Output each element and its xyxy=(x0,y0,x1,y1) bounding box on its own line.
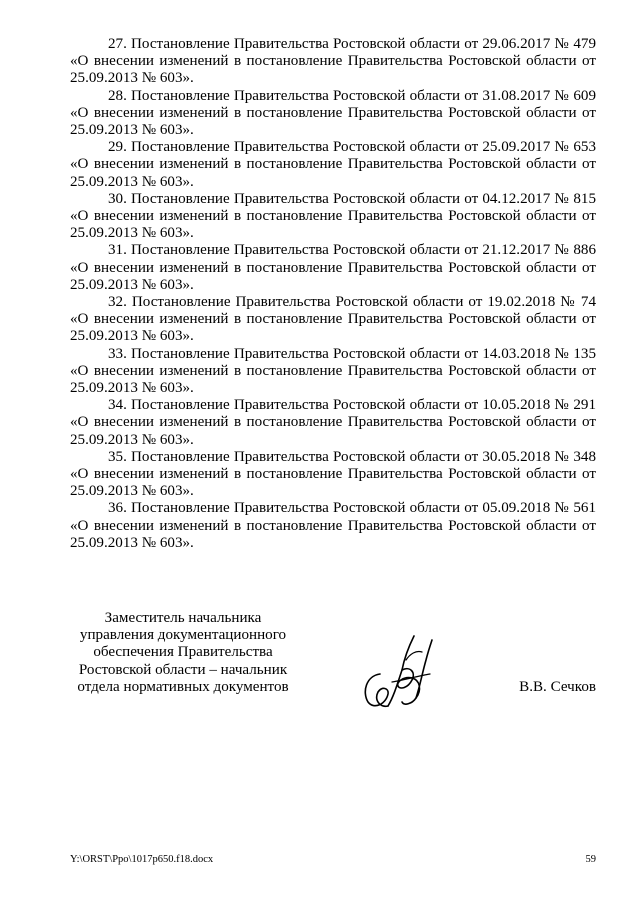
item-body: «О внесении изменений в постановление Правительства Ростовской области от 25.09.2013 № 603». xyxy=(70,517,596,551)
item-head: Постановление Правительства Ростовской области от 19.02.2018 № 74 xyxy=(131,294,596,311)
item-head: Постановление Правительства Ростовской области от 31.08.2017 № 609 xyxy=(131,87,596,104)
item-body: «О внесении изменений в постановление Правительства Ростовской области от 25.09.2013 № 603». xyxy=(70,362,596,397)
position-line: Ростовской области – начальник xyxy=(78,661,288,678)
page-number: 59 xyxy=(585,854,596,865)
list-item xyxy=(70,88,596,140)
item-body: «О внесении изменений в постановление Правительства Ростовской области от 25.09.2013 № 603». xyxy=(70,53,596,87)
position-line: управления документационного xyxy=(79,627,287,644)
list-item xyxy=(70,242,596,294)
handwritten-signature xyxy=(358,630,438,716)
item-number: 32. xyxy=(108,294,127,311)
item-head: Постановление Правительства Ростовской области от 04.12.2017 № 815 xyxy=(131,190,596,207)
item-number: 36. xyxy=(108,500,127,517)
item-body: «О внесении изменений в постановление Правительства Ростовской области от 25.09.2013 № 603». xyxy=(70,466,596,500)
item-number: 29. xyxy=(108,139,127,156)
item-number: 31. xyxy=(108,242,127,259)
item-head: Постановление Правительства Ростовской области от 10.05.2018 № 291 xyxy=(131,397,596,414)
list-item xyxy=(70,346,596,398)
item-number: 28. xyxy=(108,87,127,104)
item-head: Постановление Правительства Ростовской области от 14.03.2018 № 135 xyxy=(131,345,596,362)
footer-file-path: Y:\ORST\Ppo\1017p650.f18.docx xyxy=(70,854,214,865)
item-number: 27. xyxy=(108,36,127,52)
item-number: 35. xyxy=(108,448,127,465)
list-item xyxy=(70,139,596,191)
list-item xyxy=(70,36,596,88)
item-body: «О внесении изменений в постановление Правительства Ростовской области от 25.09.2013 № 603». xyxy=(70,104,596,139)
item-body: «О внесении изменений в постановление Правительства Ростовской области от 25.09.2013 № 603». xyxy=(70,156,596,190)
position-line: обеспечения Правительства xyxy=(93,644,273,661)
position-line: Заместитель начальника xyxy=(104,610,262,626)
list-item xyxy=(70,449,596,501)
item-number: 34. xyxy=(108,397,127,414)
item-head: Постановление Правительства Ростовской области от 29.06.2017 № 479 xyxy=(131,36,596,52)
item-head: Постановление Правительства Ростовской области от 25.09.2017 № 653 xyxy=(131,139,596,156)
regulation-list xyxy=(70,36,596,552)
list-item xyxy=(70,294,596,346)
item-body: «О внесении изменений в постановление Правительства Ростовской области от 25.09.2013 № 603». xyxy=(70,208,596,242)
list-item xyxy=(70,397,596,449)
signatory-position xyxy=(70,610,296,696)
item-body: «О внесении изменений в постановление Правительства Ростовской области от 25.09.2013 № 603». xyxy=(70,311,596,345)
item-number: 33. xyxy=(108,345,127,362)
item-head: Постановление Правительства Ростовской области от 21.12.2017 № 886 xyxy=(131,242,596,259)
signatory-name: В.В. Сечков xyxy=(519,679,596,695)
list-item xyxy=(70,191,596,243)
position-line: отдела нормативных документов xyxy=(77,678,289,695)
item-head: Постановление Правительства Ростовской области от 05.09.2018 № 561 xyxy=(131,500,596,517)
item-body: «О внесении изменений в постановление Правительства Ростовской области от 25.09.2013 № 603». xyxy=(70,259,596,293)
item-number: 30. xyxy=(108,190,127,207)
list-item xyxy=(70,500,596,552)
item-head: Постановление Правительства Ростовской области от 30.05.2018 № 348 xyxy=(131,448,596,465)
item-body: «О внесении изменений в постановление Правительства Ростовской области от 25.09.2013 № 603». xyxy=(70,414,596,448)
